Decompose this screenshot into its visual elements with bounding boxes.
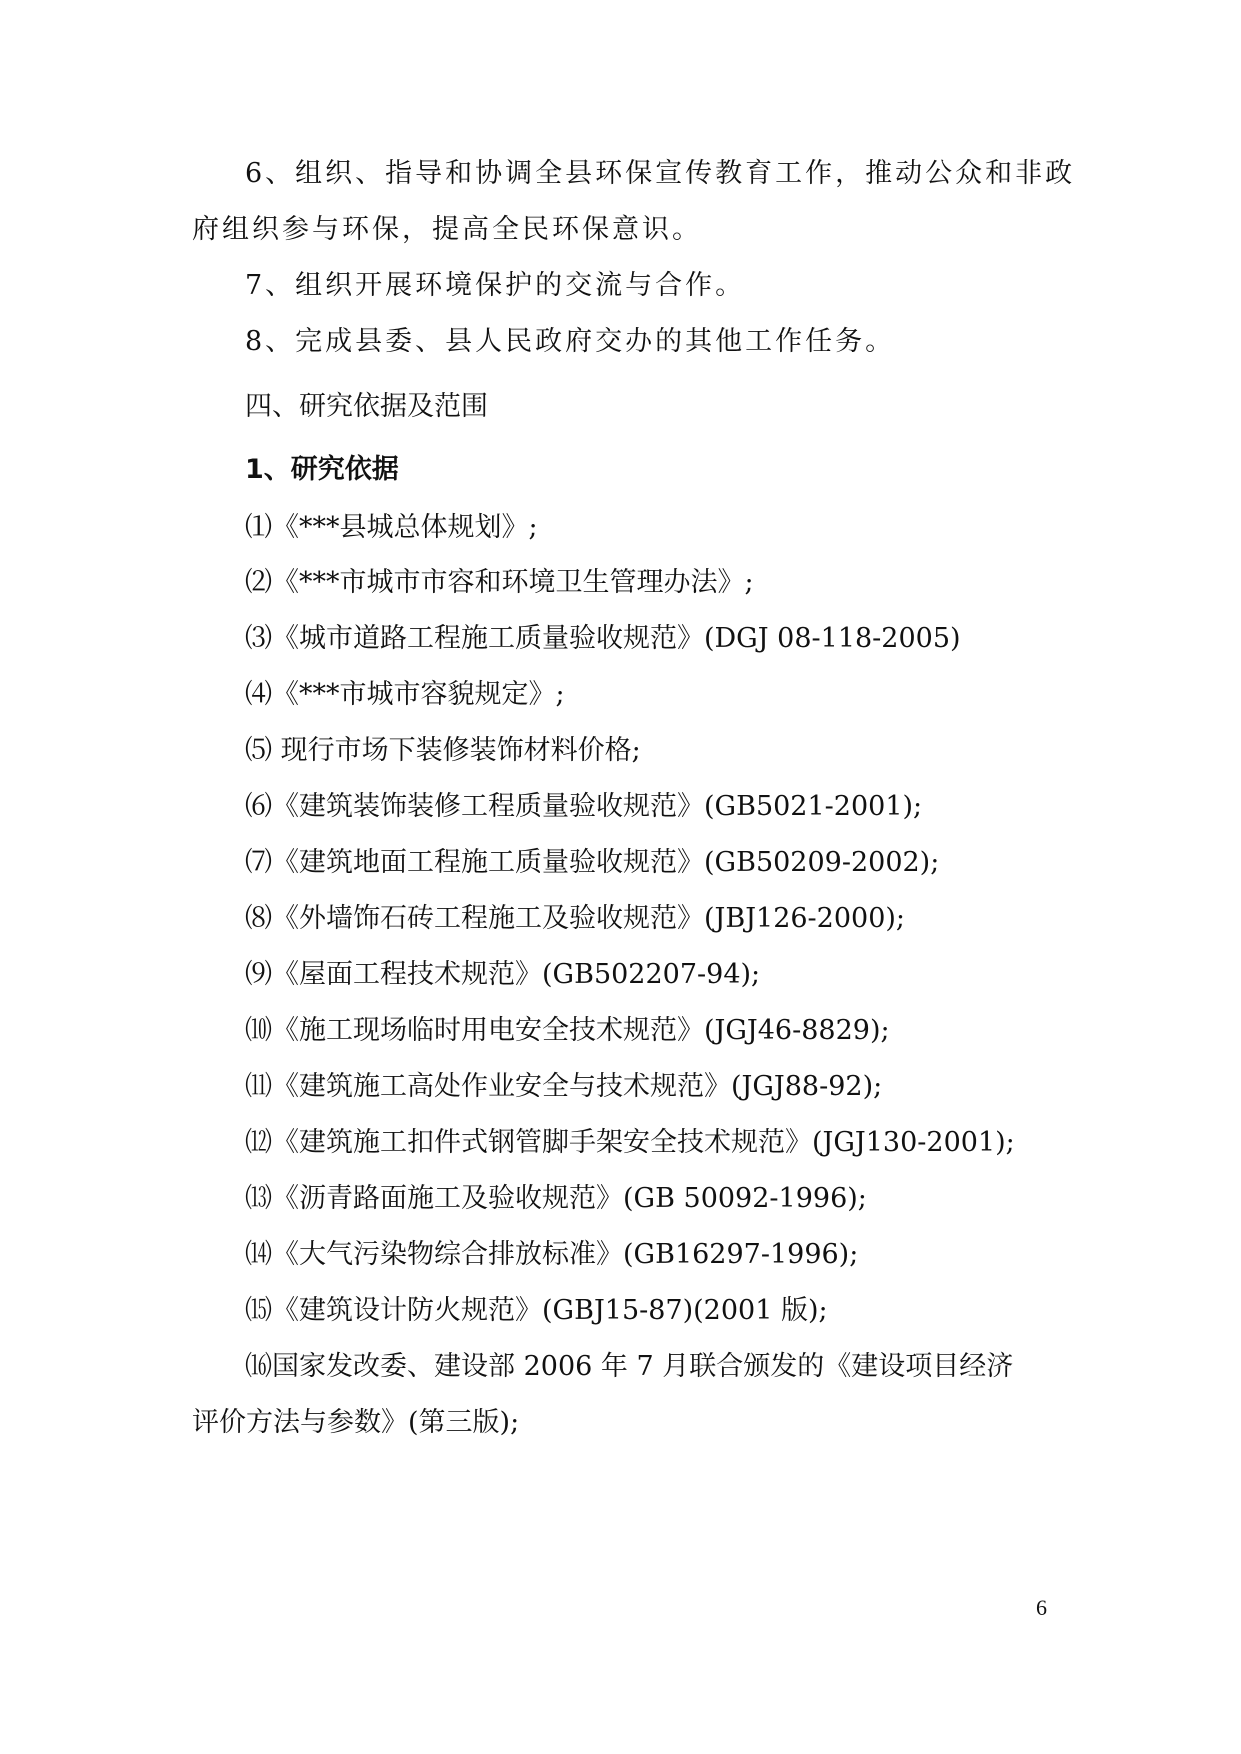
- basis-item: ⑸ 现行市场下装修装饰材料价格;: [245, 735, 641, 766]
- basis-item: ⑺《建筑地面工程施工质量验收规范》(GB50209-2002);: [245, 847, 940, 878]
- basis-item: ⑻《外墙饰石砖工程施工及验收规范》(JBJ126-2000);: [245, 903, 906, 934]
- basis-item: ⑹《建筑装饰装修工程质量验收规范》(GB5021-2001);: [245, 791, 923, 822]
- basis-item: ⑾《建筑施工高处作业安全与技术规范》(JGJ88-92);: [245, 1071, 883, 1102]
- basis-item: ⒁《大气污染物综合排放标准》(GB16297-1996);: [245, 1239, 859, 1270]
- duty-item-8: 8、完成县委、县人民政府交办的其他工作任务。: [245, 326, 896, 357]
- basis-item: ⒃国家发改委、建设部 2006 年 7 月联合颁发的《建设项目经济: [245, 1351, 1014, 1382]
- basis-item: ⑼《屋面工程技术规范》(GB502207-94);: [245, 959, 761, 990]
- duty-item-6-line-2: 府组织参与环保，提高全民环保意识。: [192, 214, 702, 245]
- basis-item: ⑿《建筑施工扣件式钢管脚手架安全技术规范》(JGJ130-2001);: [245, 1127, 1015, 1158]
- basis-item: ⑽《施工现场临时用电安全技术规范》(JGJ46-8829);: [245, 1015, 890, 1046]
- basis-item: ⑵《***市城市市容和环境卫生管理办法》;: [245, 567, 754, 598]
- section-heading: 四、研究依据及范围: [245, 391, 488, 422]
- basis-item-continuation: 评价方法与参数》(第三版);: [192, 1407, 520, 1438]
- basis-item: ⑶《城市道路工程施工质量验收规范》(DGJ 08-118-2005): [245, 623, 961, 654]
- duty-item-6-line-1: 6、组织、指导和协调全县环保宣传教育工作，推动公众和非政: [245, 158, 1076, 189]
- duty-item-7: 7、组织开展环境保护的交流与合作。: [245, 270, 746, 301]
- subsection-heading: 1、研究依据: [245, 454, 399, 485]
- page-number: 6: [1036, 1595, 1047, 1620]
- basis-item: ⑷《***市城市容貌规定》;: [245, 679, 565, 710]
- basis-item: ⑴《***县城总体规划》;: [245, 512, 538, 543]
- basis-item: ⒀《沥青路面施工及验收规范》(GB 50092-1996);: [245, 1183, 867, 1214]
- basis-item: ⒂《建筑设计防火规范》(GBJ15-87)(2001 版);: [245, 1295, 828, 1326]
